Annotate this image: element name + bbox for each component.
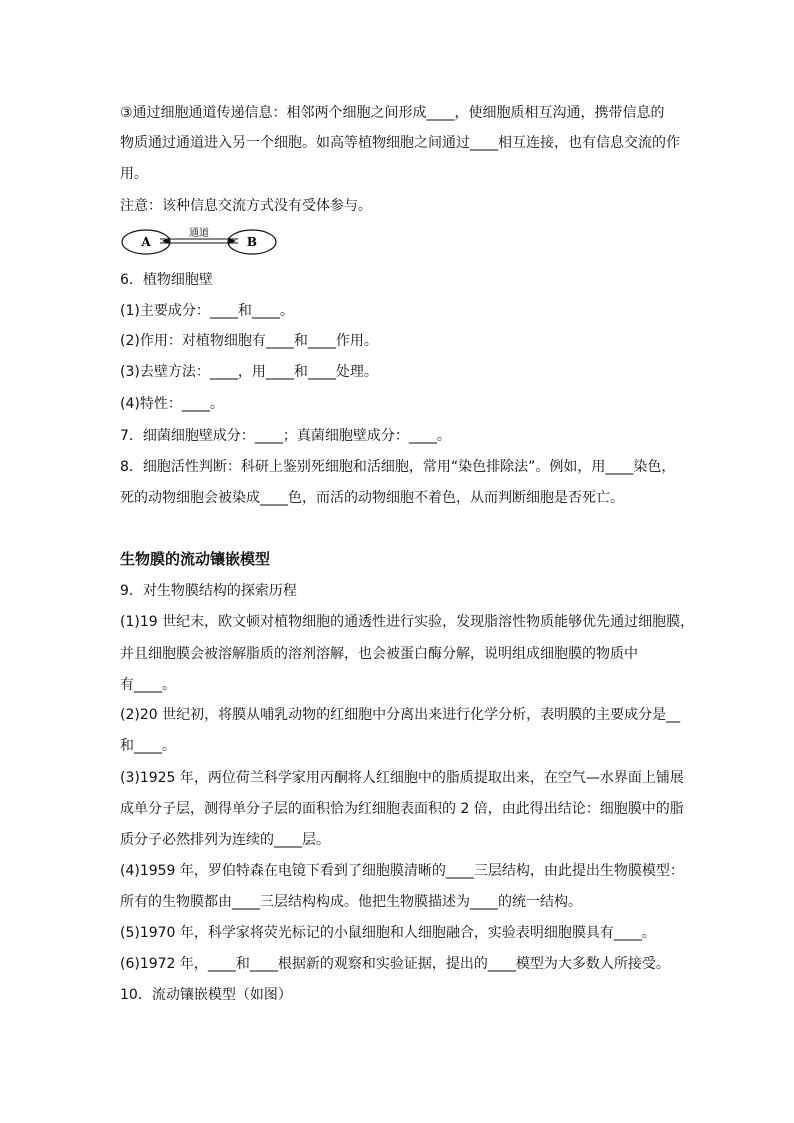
text-line: (1)19 世纪末，欧文顿对植物细胞的通透性进行实验，发现脂溶性物质能够优先通过细胞膜，	[120, 614, 695, 630]
text-line: (5)1970 年，科学家将荧光标记的小鼠细胞和人细胞融合，实验表明细胞膜具有____。	[120, 925, 656, 941]
text-line: 所有的生物膜都由____三层结构构成。他把生物膜描述为____的统一结构。	[120, 894, 582, 910]
text-line: ③通过细胞通道传递信息：相邻两个细胞之间形成____，使细胞质相互沟通，携带信息的	[120, 105, 665, 121]
note-line: 注意：该种信息交流方式没有受体参与。	[120, 198, 372, 214]
text-line: 死的动物细胞会被染成____色，而活的动物细胞不着色，从而判断细胞是否死亡。	[120, 490, 624, 506]
node-b-label: B	[246, 235, 258, 249]
text-line: 用。	[120, 166, 148, 182]
node-a-label: A	[141, 235, 151, 249]
section-8-line: 8．细胞活性判断：科研上鉴别死细胞和活细胞，常用“染色排除法”。例如，用____染色，	[120, 459, 676, 475]
section-7-line: 7．细菌细胞壁成分：____；真菌细胞壁成分：____。	[120, 428, 451, 444]
text-line: (4)1959 年，罗伯特森在电镜下看到了细胞膜清晰的____三层结构，由此提出生物膜模型：	[120, 863, 684, 879]
text-line: 有____。	[120, 677, 176, 693]
text-line: 物质通过通道进入另一个细胞。如高等植物细胞之间通过____相互连接，也有信息交流的作	[120, 135, 680, 151]
text-line: 并且细胞膜会被溶解脂质的溶剂溶解，也会被蛋白酶分解，说明组成细胞膜的物质中	[120, 646, 638, 662]
text-line: 成单分子层，测得单分子层的面积恰为红细胞表面积的 2 倍，由此得出结论：细胞膜中的脂	[120, 801, 684, 817]
section-9-title: 9．对生物膜结构的探索历程	[120, 583, 297, 599]
text-line: 质分子必然排列为连续的____层。	[120, 832, 330, 848]
text-line: 和____。	[120, 738, 176, 754]
text-line: (4)特性：____。	[120, 396, 224, 412]
text-line: (3)1925 年，两位荷兰科学家用丙酮将人红细胞中的脂质提取出来，在空气—水界面上铺展	[120, 770, 684, 786]
text-line: (1)主要成分：____和____。	[120, 303, 294, 319]
text-line: (2)作用：对植物细胞有____和____作用。	[120, 333, 378, 349]
channel-label: 通道	[189, 228, 209, 239]
section-heading: 生物膜的流动镶嵌模型	[120, 550, 271, 568]
channel-diagram	[120, 226, 280, 258]
section-10-title: 10．流动镶嵌模型（如图）	[120, 987, 292, 1003]
text-line: (2)20 世纪初，将膜从哺乳动物的红细胞中分离出来进行化学分析，表明膜的主要成分是__	[120, 707, 681, 723]
text-line: (6)1972 年，____和____根据新的观察和实验证据，提出的____模型为大多数人所接受。	[120, 956, 670, 972]
section-6-title: 6．植物细胞壁	[120, 272, 213, 288]
text-line: (3)去壁方法：____，用____和____处理。	[120, 364, 378, 380]
